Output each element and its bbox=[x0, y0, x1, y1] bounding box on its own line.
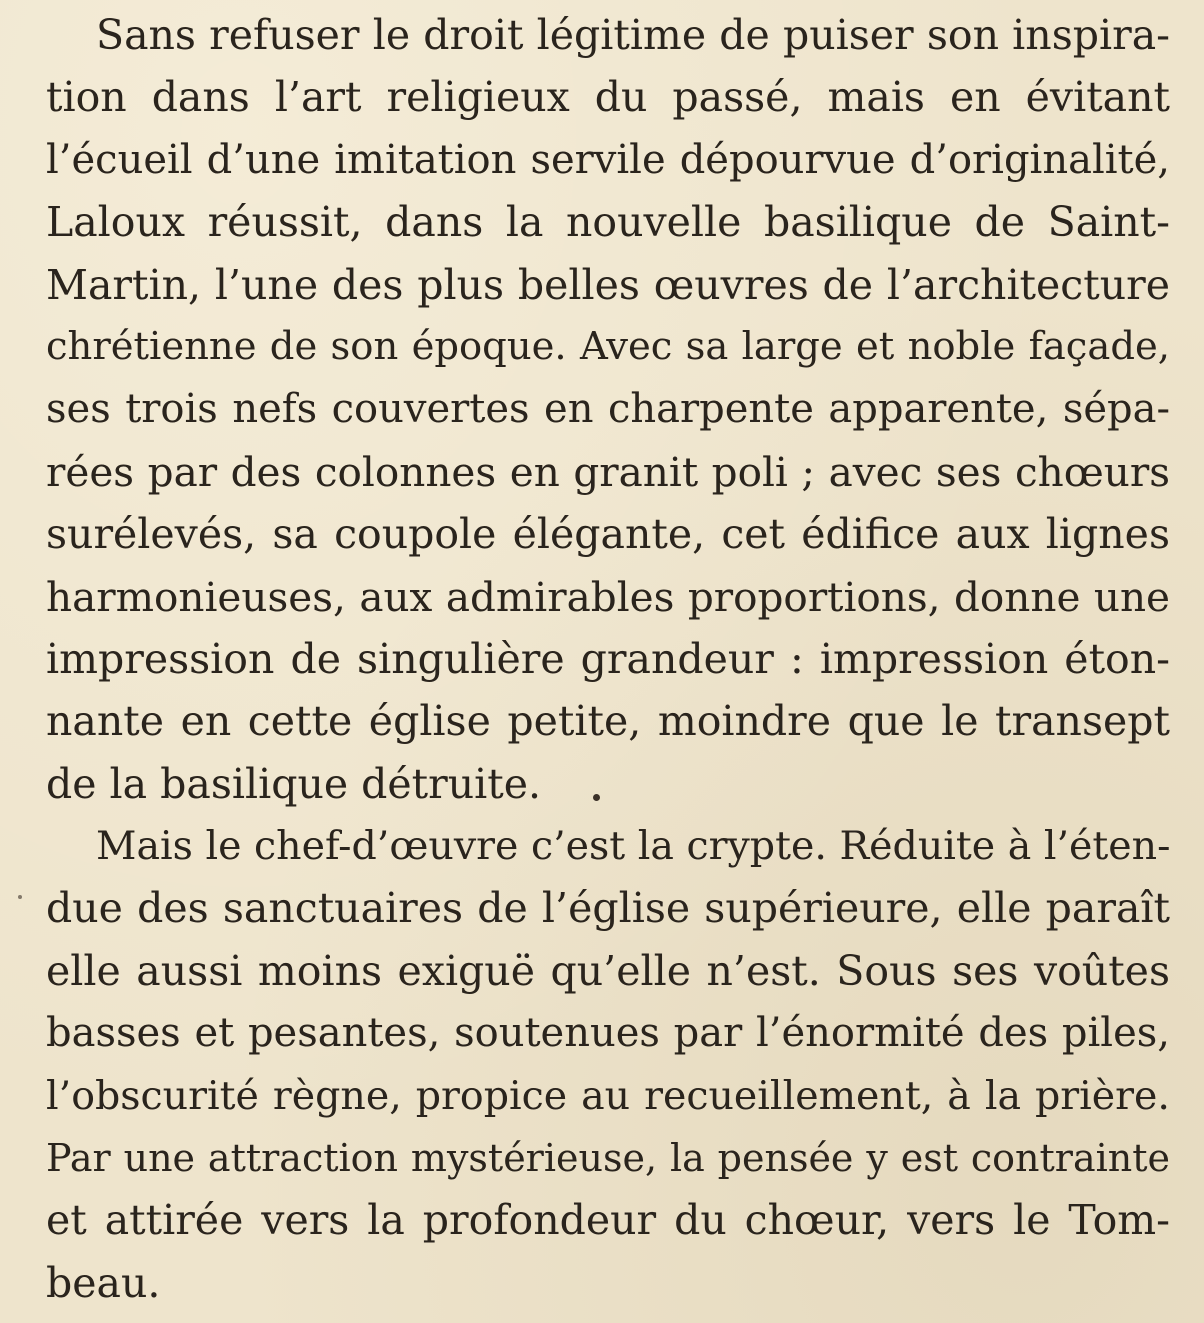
text-line: surélevés, sa coupole élégante, cet édifice aux lignes bbox=[46, 510, 1170, 559]
text-line: ses trois nefs couvertes en charpente apparente, sépa- bbox=[46, 386, 1170, 433]
text-line: elle aussi moins exiguë qu’elle n’est. Sous ses voûtes bbox=[46, 946, 1170, 995]
text-line: Par une attraction mystérieuse, la pensée y est contrainte bbox=[46, 1136, 1170, 1181]
text-line: basses et pesantes, soutenues par l’énormité des piles, bbox=[46, 1010, 1170, 1057]
body-text bbox=[46, 4, 1170, 1314]
paragraph-2 bbox=[46, 815, 1170, 1314]
text-line: rées par des colonnes en granit poli ; avec ses chœurs bbox=[46, 447, 1170, 496]
text-line: Laloux réussit, dans la nouvelle basilique de Saint- bbox=[46, 198, 1170, 247]
text-line: beau. bbox=[46, 1258, 161, 1307]
ink-speck bbox=[18, 895, 22, 899]
text-line: impression de singulière grandeur : impression éton- bbox=[46, 634, 1170, 683]
text-line: Martin, l’une des plus belles œuvres de l’architecture bbox=[46, 260, 1170, 309]
text-line: et attirée vers la profondeur du chœur, vers le Tom- bbox=[46, 1196, 1170, 1245]
text-line: Sans refuser le droit légitime de puiser son inspira- bbox=[96, 11, 1170, 59]
text-line: l’écueil d’une imitation servile dépourvue d’originalité, bbox=[46, 136, 1170, 183]
text-line: de la basilique détruite. bbox=[46, 759, 542, 808]
text-line: l’obscurité règne, propice au recueillement, à la prière. bbox=[46, 1072, 1170, 1119]
text-line: Mais le chef-d’œuvre c’est la crypte. Réduite à l’éten- bbox=[96, 823, 1170, 870]
text-line: chrétienne de son époque. Avec sa large et noble façade, bbox=[46, 323, 1170, 369]
paragraph-1 bbox=[46, 4, 1170, 815]
text-line: harmonieuses, aux admirables proportions, donne une bbox=[46, 572, 1170, 621]
text-line: tion dans l’art religieux du passé, mais en évitant bbox=[46, 73, 1170, 122]
text-line: nante en cette église petite, moindre que le transept bbox=[46, 697, 1170, 746]
ink-speck bbox=[593, 794, 600, 801]
text-line: due des sanctuaires de l’église supérieure, elle paraît bbox=[46, 884, 1170, 933]
